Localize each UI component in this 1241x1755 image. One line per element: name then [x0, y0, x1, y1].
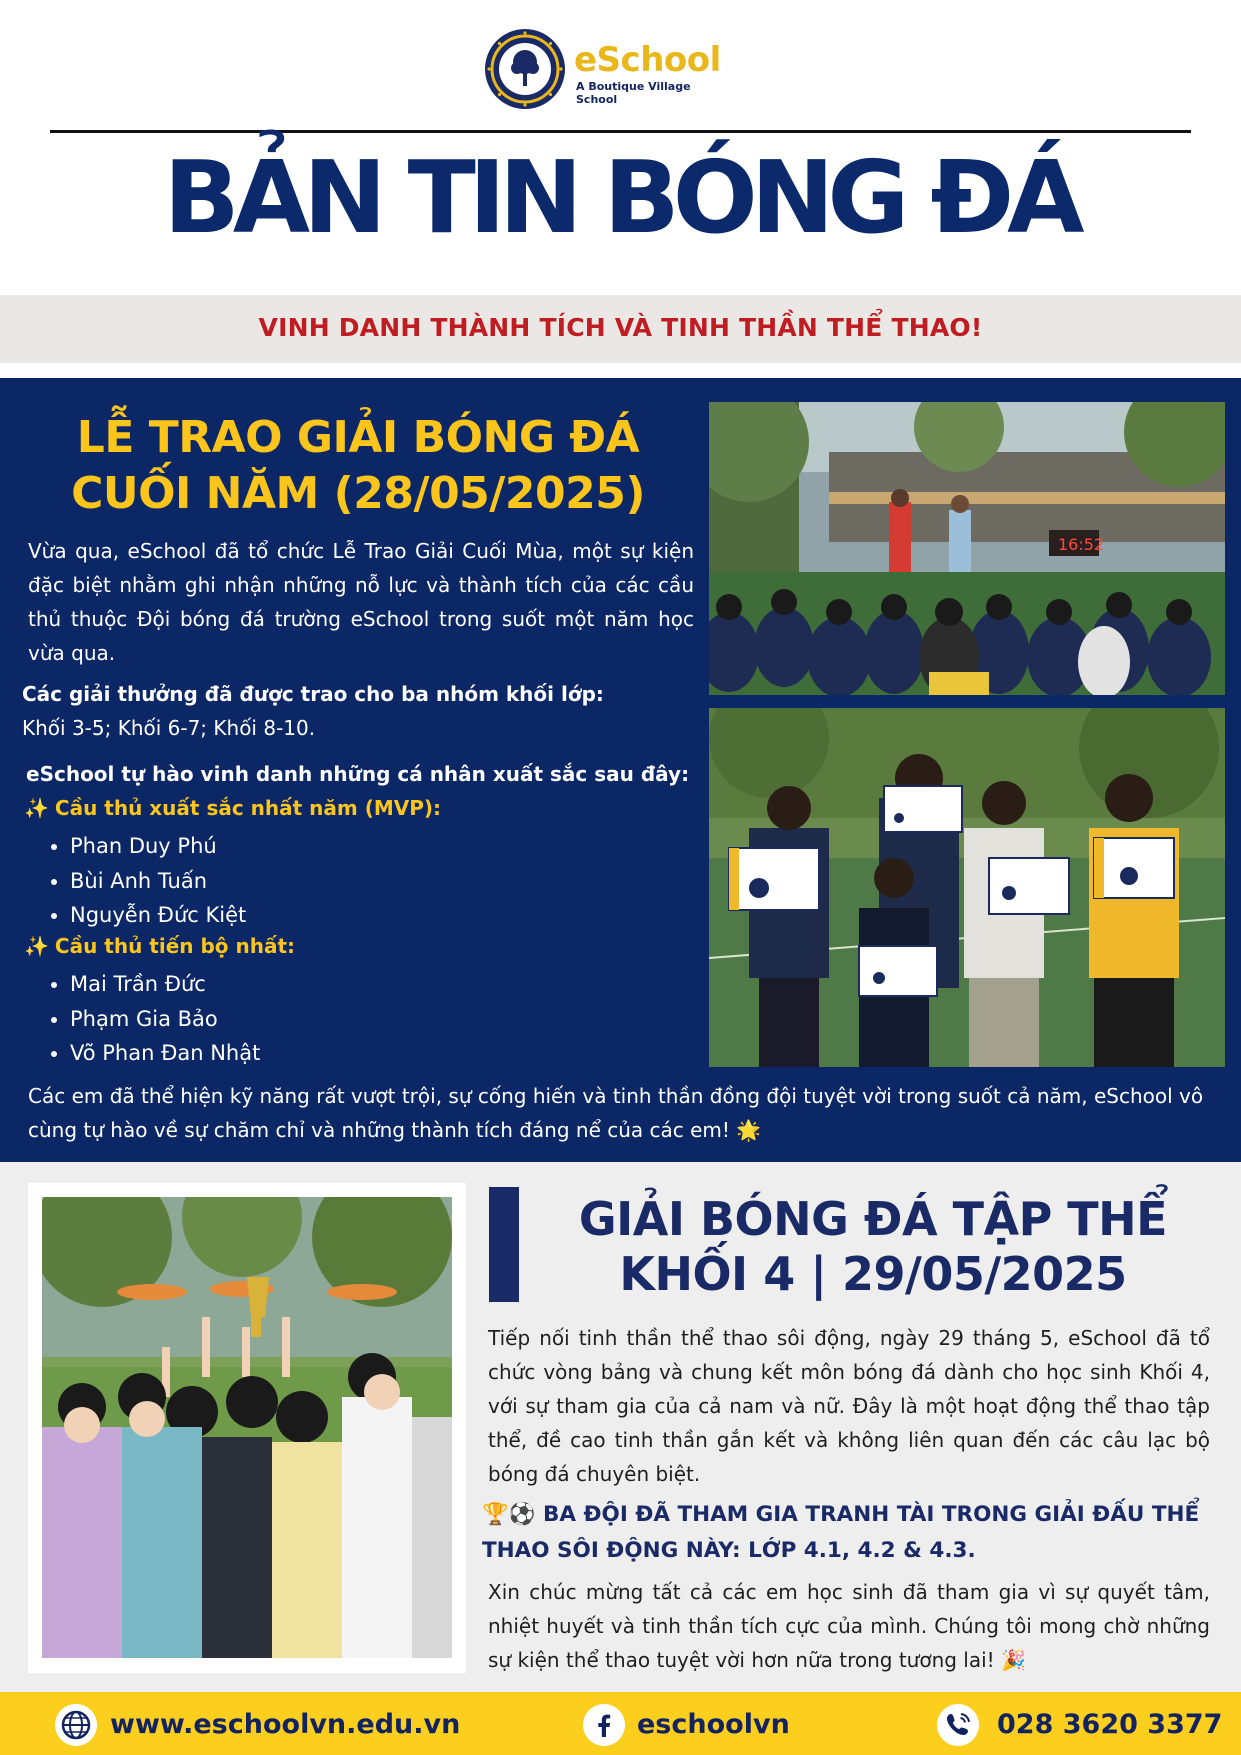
most-improved-heading-label: Cầu thủ tiến bộ nhất:: [54, 934, 296, 958]
website-link[interactable]: www.eschoolvn.edu.vn: [110, 1709, 461, 1740]
sparkle-icon: ✨: [24, 796, 49, 820]
mvp-player-list: [24, 829, 246, 933]
award-title-line1: LỄ TRAO GIẢI BÓNG ĐÁ: [76, 412, 640, 463]
team-highlight-text: 🏆⚽ BA ĐỘI ĐÃ THAM GIA TRANH TÀI TRONG GIẢI ĐẤU THỂ THAO SÔI ĐỘNG NÀY: LỚP 4.1, 4.2 & 4.3.: [482, 1502, 1200, 1563]
phone-number[interactable]: 028 3620 3377: [997, 1709, 1223, 1740]
phone-icon: [937, 1704, 979, 1746]
scoreboard-time: 16:52: [1058, 535, 1105, 554]
mvp-heading: [24, 796, 441, 820]
brand-tagline: A Boutique Village School: [576, 80, 691, 106]
school-seal-icon: [484, 28, 566, 110]
award-closing-paragraph: Các em đã thể hiện kỹ năng rất vượt trội, sự cống hiến và tinh thần đồng đội tuyệt vời trong suốt cả năm, eSchool vô cùng tự hào về sự chăm chỉ và những thành tích đáng nể của các em! 🌟: [28, 1084, 1204, 1142]
list-item: • Nguyễn Đức Kiệt: [70, 898, 246, 933]
title-accent-bar: [489, 1187, 519, 1302]
winners-photo: [709, 708, 1225, 1067]
team-title-line2: KHỐI 4 | 29/05/2025: [619, 1247, 1127, 1301]
award-intro-paragraph: Vừa qua, eSchool đã tổ chức Lễ Trao Giải Cuối Mùa, một sự kiện đặc biệt nhằm ghi nhận những nỗ lực và thành tích của các cầu thủ thuộc Đội bóng đá trường eSchool trong suốt một năm học vừa qua.: [28, 539, 694, 665]
team-tournament-title: [530, 1192, 1216, 1302]
page-subtitle: VINH DANH THÀNH TÍCH VÀ TINH THẦN THỂ THAO!: [258, 313, 983, 342]
list-item: • Phạm Gia Bảo: [70, 1002, 260, 1037]
list-item: • Bùi Anh Tuấn: [70, 864, 246, 899]
most-improved-heading: [24, 934, 295, 958]
header-divider: [50, 130, 1191, 133]
award-groups-heading: Các giải thưởng đã được trao cho ba nhóm khối lớp:: [22, 682, 604, 706]
sparkle-icon: ✨: [24, 934, 49, 958]
facebook-icon: [583, 1704, 625, 1746]
award-groups-list: Khối 3-5; Khối 6-7; Khối 8-10.: [22, 716, 316, 740]
team-intro-paragraph: Tiếp nối tinh thần thể thao sôi động, ngày 29 tháng 5, eSchool đã tổ chức vòng bảng và chung kết môn bóng đá dành cho học sinh Khối 4, với sự tham gia của cả nam và nữ. Đây là một hoạt động thể thao tập thể, đề cao tinh thần gắn kết và không liên quan đến các câu lạc bộ bóng đá chuyên biệt.: [488, 1326, 1210, 1486]
team-closing-paragraph: Xin chúc mừng tất cả các em học sinh đã tham gia vì sự quyết tâm, nhiệt huyết và tinh thần tích cực của mình. Chúng tôi mong chờ những sự kiện thể thao tuyệt vời hơn nữa trong tương lai! 🎉: [488, 1580, 1210, 1672]
globe-icon: [55, 1704, 97, 1746]
most-improved-player-list: [24, 967, 260, 1071]
list-item: • Mai Trần Đức: [70, 967, 260, 1002]
award-ceremony-title: [18, 410, 698, 522]
list-item: • Võ Phan Đan Nhật: [70, 1036, 260, 1071]
brand-name: eSchool: [574, 40, 721, 80]
facebook-link[interactable]: eschoolvn: [637, 1709, 790, 1740]
ceremony-photo: [709, 402, 1225, 695]
school-logo: [484, 28, 734, 112]
honor-heading: eSchool tự hào vinh danh những cá nhân xuất sắc sau đây:: [26, 762, 690, 786]
list-item: • Phan Duy Phú: [70, 829, 246, 864]
mvp-heading-label: Cầu thủ xuất sắc nhất năm (MVP):: [54, 796, 442, 820]
team-celebration-photo: [42, 1197, 452, 1658]
team-title-line1: GIẢI BÓNG ĐÁ TẬP THỂ: [578, 1192, 1168, 1246]
award-title-line2: CUỐI NĂM (28/05/2025): [71, 468, 645, 519]
page-title: BẢN TIN BÓNG ĐÁ: [163, 139, 1078, 256]
